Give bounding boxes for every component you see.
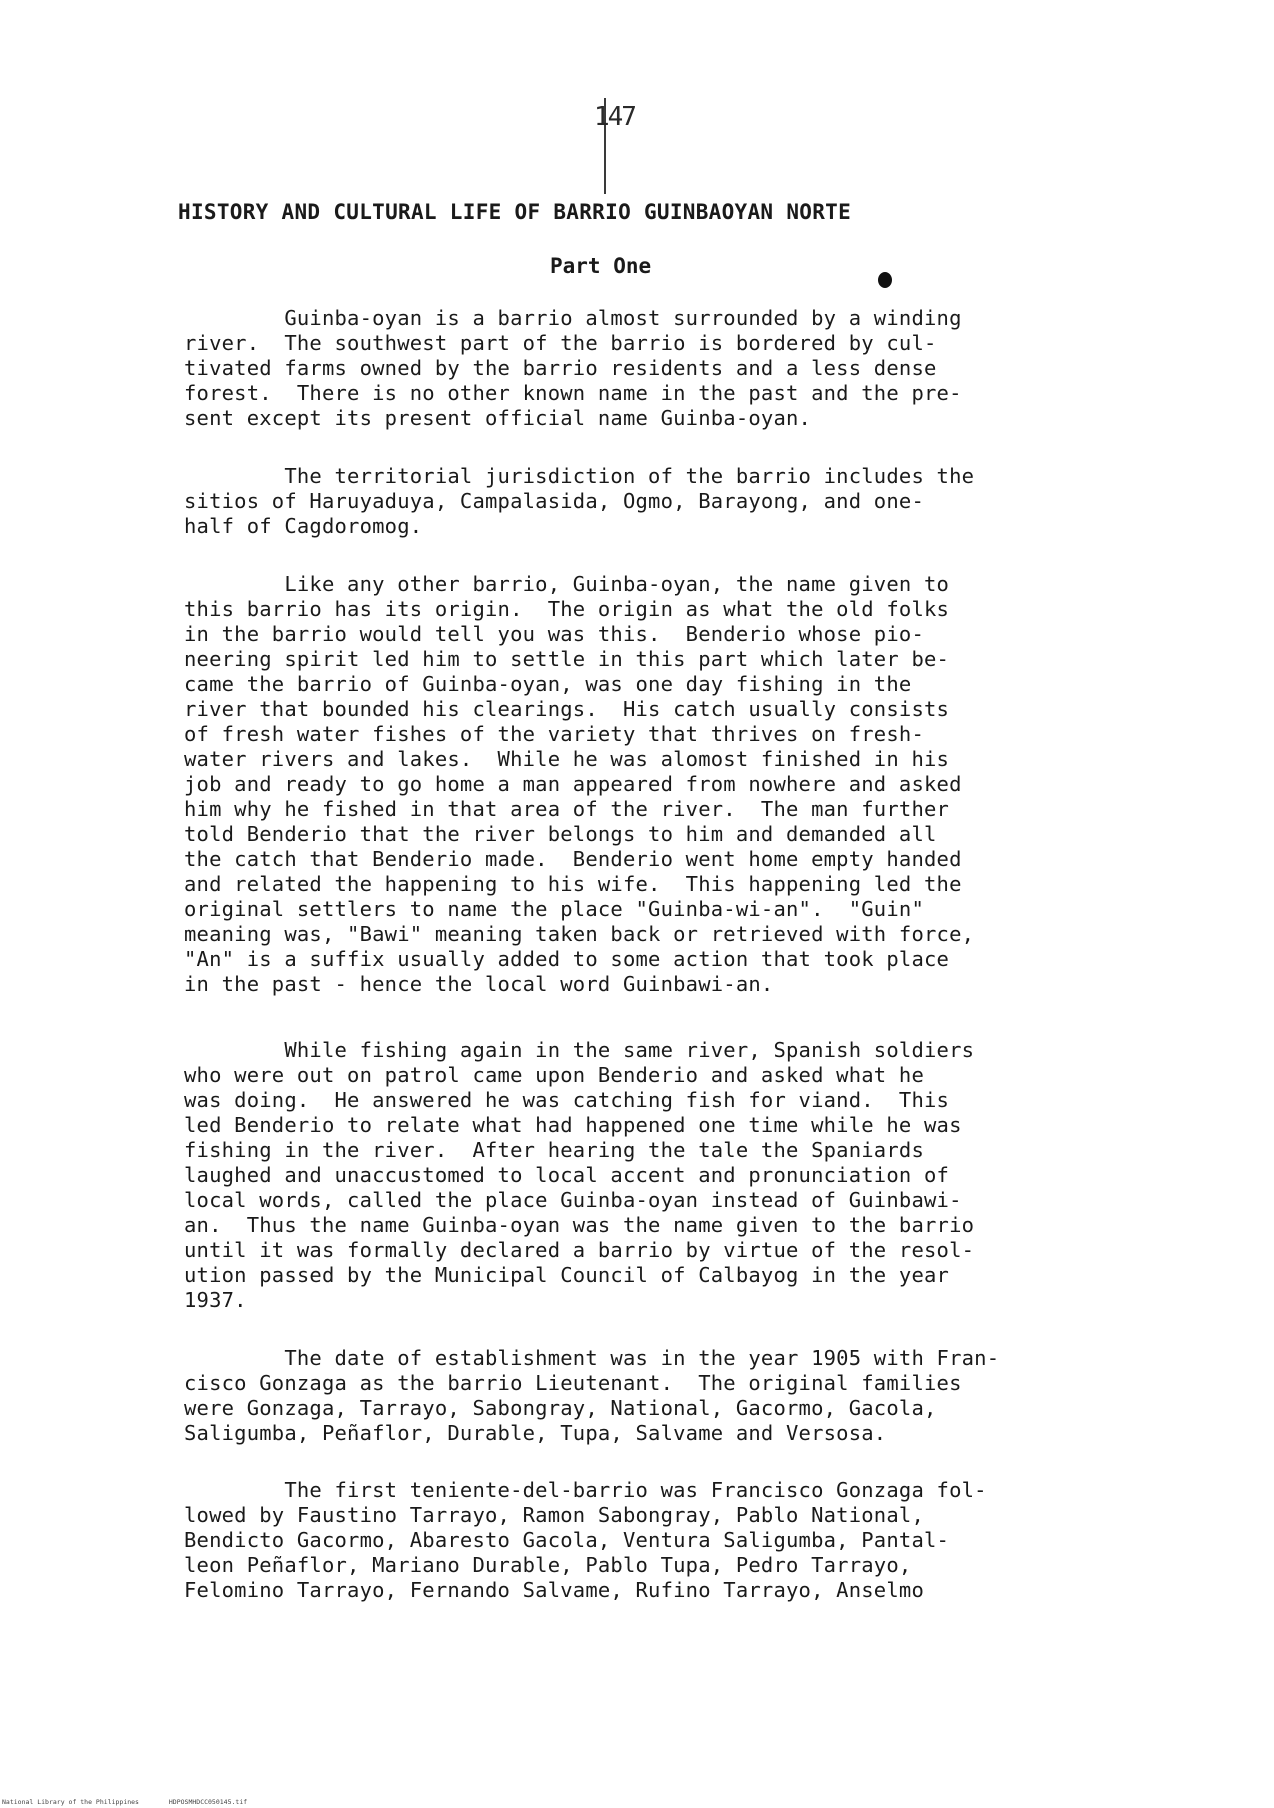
ink-dot [878,272,892,288]
footer-library: National Library of the Philippines [2,1798,139,1806]
document-subtitle: Part One [550,254,652,278]
page-number-text: 147 [594,102,635,132]
footer-file: HDPOSMHDCC050145.tif [168,1798,248,1806]
handwritten-page-number [588,98,635,198]
paragraph-5: The date of establishment was in the year 1905 with Fran- cisco Gonzaga as the barrio Lieutenant. The original families were Gonzaga, Tarrayo, Sabongray, National, Gacormo, Gacola, Saligumba, Peñaflor, Durable, Tupa, Salvame and Versosa. [184,1346,1000,1445]
paragraph-4: While fishing again in the same river, Spanish soldiers who were out on patrol came upon Benderio and asked what he was doing. He answered he was catching fish for viand. This led Benderio to relate what had happened one time while he was fishing in the river. After hearing the tale the Spaniards laughed and unaccustomed to local accent and pronunciation of local words, called the place Guinba-oyan instead of Guinbawi- an. Thus the name Guinba-oyan was the name given to the barrio until it was formally declared a barrio by virtue of the resol- ution passed by the Municipal Council of Calbayog in the year 1937. [184,1038,975,1312]
document-title: HISTORY AND CULTURAL LIFE OF BARRIO GUINBAOYAN NORTE [178,200,852,224]
paragraph-3: Like any other barrio, Guinba-oyan, the name given to this barrio has its origin. The origin as what the old folks in the barrio would tell you was this. Benderio whose pio- neering spirit led him to settle in this part which later be- came the barrio of Guinba-oyan, was one day fishing in the river that bounded his clearings. His catch usually consists of fresh water fishes of the variety that thrives on fresh- water rivers and lakes. While he was alomost finished in his job and ready to go home a man appeared from nowhere and asked him why he fished in that area of the river. The man further told Benderio that the river belongs to him and demanded all the catch that Benderio made. Benderio went home empty handed and related the happening to his wife. This happening led the original settlers to name the place "Guinba-wi-an". "Guin" meaning was, "Bawi" meaning taken back or retrieved with force, "An" is a suffix usually added to some action that took place in the past - hence the local word Guinbawi-an. [184,572,975,996]
paragraph-1: Guinba-oyan is a barrio almost surrounded by a winding river. The southwest part of the barrio is bordered by cul- tivated farms owned by the barrio residents and a less dense forest. There is no other known name in the past and the pre- sent except its present official name Guinba-oyan. [184,306,962,430]
scan-footer [2,1798,273,1806]
paragraph-2: The territorial jurisdiction of the barrio includes the sitios of Haruyaduya, Campalasida, Ogmo, Barayong, and one- half of Cagdoromog. [184,464,975,538]
paragraph-6: The first teniente-del-barrio was Francisco Gonzaga fol- lowed by Faustino Tarrayo, Ramon Sabongray, Pablo National, Bendicto Gacormo, Abaresto Gacola, Ventura Saligumba, Pantal- leon Peñaflor, Mariano Durable, Pablo Tupa, Pedro Tarrayo, Felomino Tarrayo, Fernando Salvame, Rufino Tarrayo, Anselmo [184,1478,987,1602]
